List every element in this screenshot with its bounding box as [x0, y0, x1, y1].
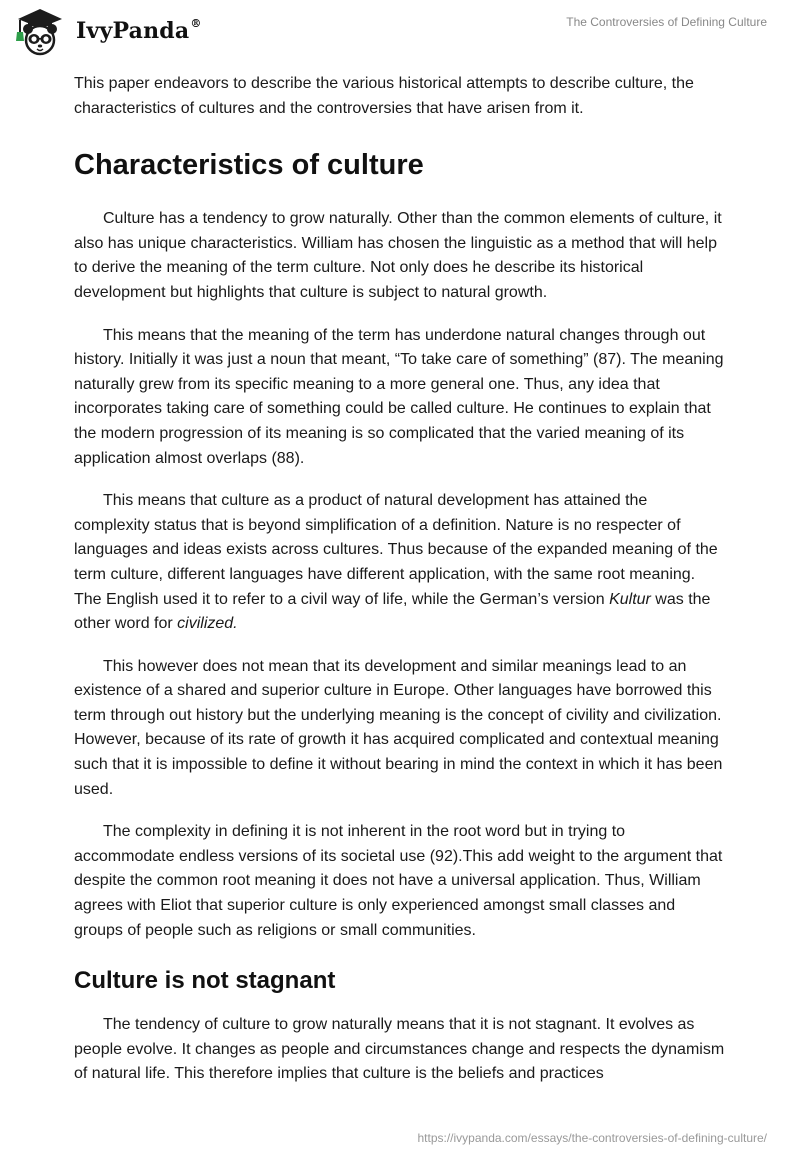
term-civilized: civilized.: [177, 615, 238, 633]
paragraph-4: This however does not mean that its development and similar meanings lead to an existence of a shared and superior culture in Europe. Other languages have borrowed this term through out history but the underlying meaning is the concept of civility and civilization. However, because of its rate of growth it has acquired complicated and contextual meaning such that it is impossible to define it without bearing in mind the context in which it has been used.: [74, 657, 723, 798]
page-header: [0, 0, 800, 64]
intro-paragraph: This paper endeavors to describe the various historical attempts to describe culture, the characteristics of cultures and the controversies that have arisen from it.: [74, 75, 694, 117]
paragraph-3-text-mid: was the other word for: [74, 590, 711, 633]
brand-text: IvyPanda: [76, 18, 190, 44]
paragraph-2: This means that the meaning of the term has underdone natural changes through out history. Initially it was just a noun that meant, “To take care of something” (87). The meaning naturally grew from its specific meaning to a more general one. Thus, any idea that incorporates taking care of something could be called culture. He continues to explain that the modern progression of its meaning is so complicated that the varied meaning of its application almost overlaps (88).: [74, 326, 724, 467]
paragraph-3: [74, 489, 726, 637]
source-url[interactable]: https://ivypanda.com/essays/the-controversies-of-defining-culture/: [417, 1131, 767, 1145]
article-body: [74, 72, 726, 1105]
panda-graduate-logo-icon[interactable]: [14, 7, 66, 57]
registered-mark: ®: [190, 16, 202, 30]
document-title: The Controversies of Defining Culture: [566, 15, 767, 29]
paragraph-1: Culture has a tendency to grow naturally. Other than the common elements of culture, it also has unique characteristics. William has chosen the linguistic as a method that will help to derive the meaning of the term culture. Not only does he describe its historical development but highlights that culture is subject to natural growth.: [74, 210, 722, 301]
brand-name[interactable]: [76, 18, 202, 44]
section-heading-characteristics: Characteristics of culture: [74, 149, 424, 182]
paragraph-5: The complexity in defining it is not inherent in the root word but in trying to accommodate endless versions of its societal use (92).This add weight to the argument that despite the common root meaning it does not have a universal application. Thus, William agrees with Eliot that superior culture is only experienced amongst small classes and groups of people such as religions or small communities.: [74, 823, 723, 939]
paragraph-6: The tendency of culture to grow naturally means that it is not stagnant. It evolves as people evolve. It changes as people and circumstances change and respects the dynamism of natural life. This therefore implies that culture is the beliefs and practices: [74, 1016, 725, 1083]
section-heading-not-stagnant: Culture is not stagnant: [74, 967, 336, 995]
term-kultur: Kultur: [609, 590, 651, 608]
paragraph-3-text: This means that culture as a product of natural development has attained the complexity status that is beyond simplification of a definition. Nature is no respecter of languages and ideas exists across cultures. Thus because of the expanded meaning of the term culture, different languages have different application, with the same root meaning. The English used it to refer to a civil way of life, while the German’s version: [74, 492, 718, 608]
